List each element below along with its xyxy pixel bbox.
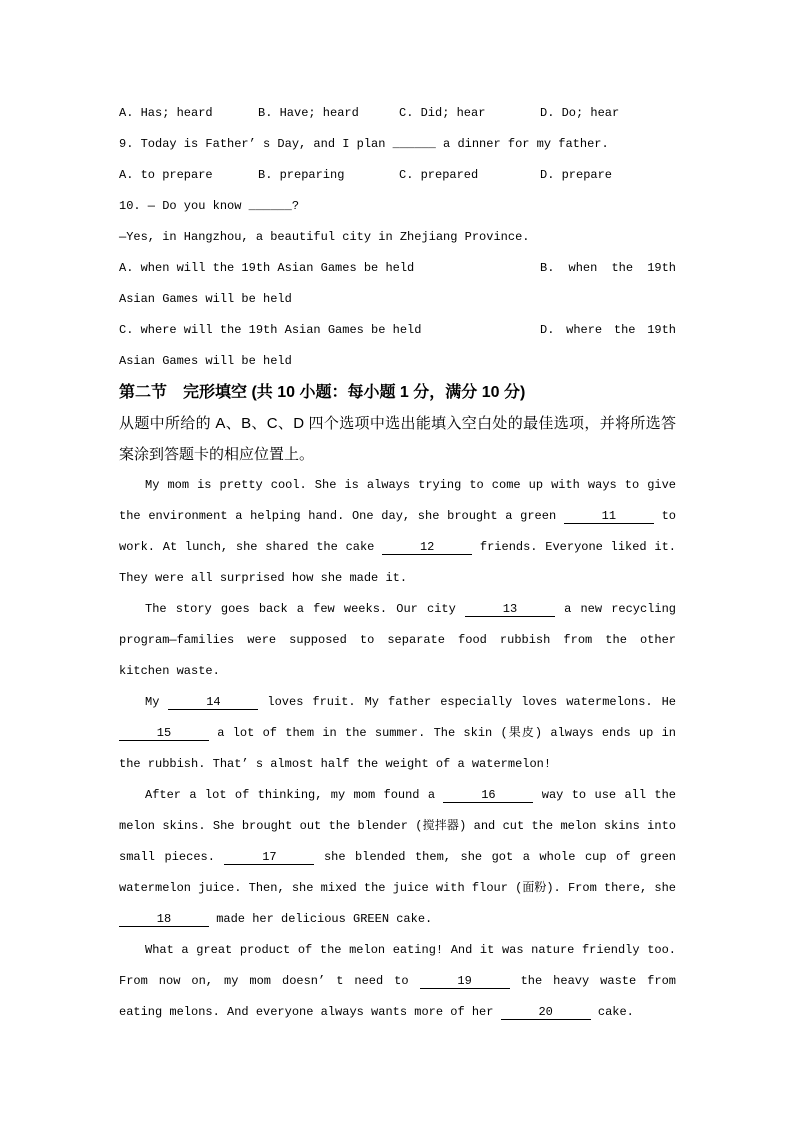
q9-option-c: C. prepared xyxy=(399,168,479,182)
q10-option-a: A. when will the 19th Asian Games be held xyxy=(119,261,415,275)
q10-option-d: D. where the 19th xyxy=(540,323,676,337)
cloze-blank-17: 17 xyxy=(224,850,314,865)
q10-option-d-wrap: Asian Games will be held xyxy=(119,354,292,368)
q10-option-c: C. where will the 19th Asian Games be held xyxy=(119,323,422,337)
cloze-blank-19: 19 xyxy=(420,974,510,989)
cloze-blank-11: 11 xyxy=(564,509,654,524)
cloze-blank-14: 14 xyxy=(168,695,258,710)
q9-option-d: D. prepare xyxy=(540,168,613,182)
question-10-reply: —Yes, in Hangzhou, a beautiful city in Zhejiang Province. xyxy=(119,230,530,244)
cloze-paragraph-3: My 14 loves fruit. My father especially loves watermelons. He 15 a lot of them in the summer. The skin (果皮) always ends up in the rubbish. That’ s almost half the weight of a watermelon! xyxy=(119,695,677,771)
page-content xyxy=(119,98,676,1028)
question-10-options-ab-row xyxy=(119,253,676,284)
q10-option-b-wrap: Asian Games will be held xyxy=(119,292,292,306)
cloze-blank-12: 12 xyxy=(382,540,472,555)
cloze-blank-18: 18 xyxy=(119,912,209,927)
q8-option-d: D. Do; hear xyxy=(540,106,620,120)
cloze-blank-20: 20 xyxy=(501,1005,591,1020)
q8-option-b: B. Have; heard xyxy=(258,106,359,120)
q9-option-a: A. to prepare xyxy=(119,168,213,182)
cloze-paragraph-4: After a lot of thinking, my mom found a 16 way to use all the melon skins. She brought out the blender (搅拌器) and cut the melon skins into small pieces. 17 she blended them, she got a whole cup of green watermelon juice. Then, she mixed the juice with flour (面粉). From there, she 18 made her delicious GREEN cake. xyxy=(119,788,677,926)
q8-option-a: A. Has; heard xyxy=(119,106,213,120)
cloze-blank-16: 16 xyxy=(443,788,533,803)
cloze-blank-13: 13 xyxy=(465,602,555,617)
cloze-paragraph-1: My mom is pretty cool. She is always trying to come up with ways to give the environment a helping hand. One day, she brought a green 11 to work. At lunch, she shared the cake 12 friends. Everyone liked it. They were all surprised how she made it. xyxy=(119,478,676,585)
question-8-options-row xyxy=(119,98,676,129)
cloze-paragraph-2: The story goes back a few weeks. Our city 13 a new recycling program—families were supposed to separate food rubbish from the other kitchen waste. xyxy=(119,602,677,678)
section-2-header: 第二节 完形填空 (共 10 小题：每小题 1 分，满分 10 分) xyxy=(119,384,526,401)
question-10-options-cd-row xyxy=(119,315,676,346)
cloze-blank-15: 15 xyxy=(119,726,209,741)
q8-option-c: C. Did; hear xyxy=(399,106,486,120)
question-10-text: 10. — Do you know ______? xyxy=(119,199,300,213)
q9-option-b: B. preparing xyxy=(258,168,345,182)
cloze-paragraph-5: What a great product of the melon eating! And it was nature friendly too. From now on, my mom doesn’ t need to 19 the heavy waste from eating melons. And everyone always wants more of her 20 cake. xyxy=(119,943,676,1019)
question-9-options-row xyxy=(119,160,676,191)
question-9-text: 9. Today is Father’ s Day, and I plan ______ a dinner for my father. xyxy=(119,137,609,151)
section-2-instructions: 从题中所给的 A、B、C、D 四个选项中选出能填入空白处的最佳选项，并将所选答案涂到答题卡的相应位置上。 xyxy=(119,415,676,463)
q10-option-b: B. when the 19th xyxy=(540,261,676,275)
